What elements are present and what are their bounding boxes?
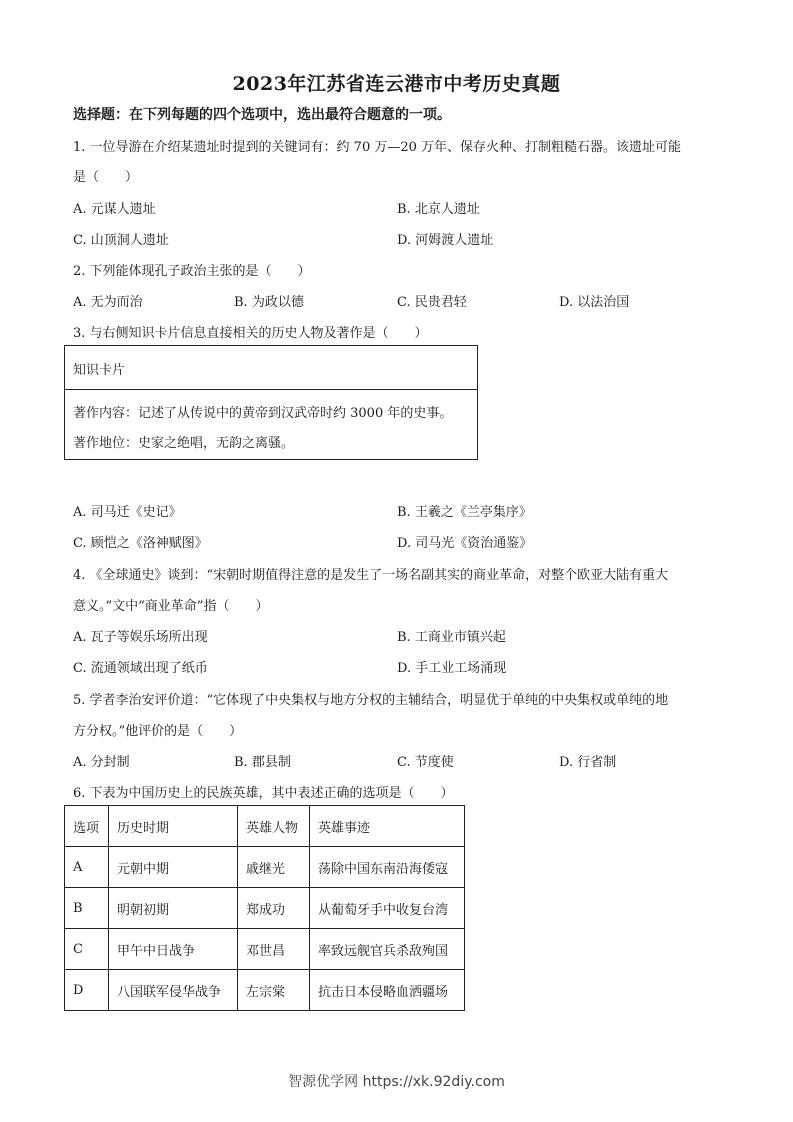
question-1-stem-line1: 1. 一位导游在介绍某遗址时提到的关键词有：约 70 万—20 万年、保存火种、打制粗糙石器。该遗址可能 (73, 140, 682, 155)
question-4-option-a: A. 瓦子等娱乐场所出现 (73, 630, 208, 645)
knowledge-card-title: 知识卡片 (73, 363, 126, 378)
table-cell: D (65, 970, 109, 1011)
table-cell: 戚继光 (238, 847, 310, 888)
table-cell: A (65, 847, 109, 888)
table-cell: 郑成功 (238, 888, 310, 929)
table-cell: 率致远舰官兵杀敌殉国 (310, 929, 465, 970)
question-3-option-a: A. 司马迁《史记》 (73, 505, 182, 520)
knowledge-card-line-2: 著作地位：史家之绝唱，无韵之离骚。 (73, 436, 295, 451)
question-1-option-a: A. 元谋人遗址 (73, 202, 156, 217)
table-header-row (65, 806, 465, 847)
question-3-stem: 3. 与右侧知识卡片信息直接相关的历史人物及著作是（ ） (73, 326, 428, 341)
question-3-option-c: C. 顾恺之《洛神赋图》 (73, 536, 208, 551)
heroes-table (64, 805, 465, 1011)
table-cell: C (65, 929, 109, 970)
question-1-option-d: D. 河姆渡人遗址 (397, 233, 494, 248)
page-title: 2023年江苏省连云港市中考历史真题 (232, 73, 561, 95)
question-2-option-a: A. 无为而治 (73, 295, 143, 310)
table-header-cell: 英雄人物 (238, 806, 310, 847)
question-5-option-b: B. 郡县制 (234, 755, 291, 770)
table-row (65, 888, 465, 929)
question-2-option-b: B. 为政以德 (234, 295, 304, 310)
question-4-stem-line1: 4. 《全球通史》谈到：“宋朝时期值得注意的是发生了一场名副其实的商业革命，对整个欧亚大陆有重大 (73, 568, 669, 583)
question-5-option-a: A. 分封制 (73, 755, 130, 770)
table-row (65, 929, 465, 970)
table-cell: 从葡萄牙手中收复台湾 (310, 888, 465, 929)
question-4-option-b: B. 工商业市镇兴起 (397, 630, 506, 645)
table-cell: 抗击日本侵略血洒疆场 (310, 970, 465, 1011)
question-4-option-c: C. 流通领域出现了纸币 (73, 661, 208, 676)
table-cell: 八国联军侵华战争 (109, 970, 238, 1011)
question-2-stem: 2. 下列能体现孔子政治主张的是（ ） (73, 264, 311, 279)
table-header-cell: 选项 (65, 806, 109, 847)
knowledge-card-header (65, 346, 477, 390)
question-2-option-c: C. 民贵君轻 (397, 295, 467, 310)
question-3-option-d: D. 司马光《资治通鉴》 (397, 536, 533, 551)
table-header-cell: 英雄事迹 (310, 806, 465, 847)
question-1-option-c: C. 山顶洞人遗址 (73, 233, 169, 248)
question-5-option-d: D. 行省制 (559, 755, 617, 770)
knowledge-card (64, 345, 478, 460)
question-5-option-c: C. 节度使 (397, 755, 454, 770)
question-6-stem: 6. 下表为中国历史上的民族英雄，其中表述正确的选项是（ ） (73, 786, 454, 801)
table-cell: B (65, 888, 109, 929)
table-cell: 明朝初期 (109, 888, 238, 929)
table-row (65, 970, 465, 1011)
question-4-option-d: D. 手工业工场涌现 (397, 661, 507, 676)
section-heading: 选择题：在下列每题的四个选项中，选出最符合题意的一项。 (73, 107, 451, 123)
table-cell: 荡除中国东南沿海倭寇 (310, 847, 465, 888)
question-4-stem-line2: 意义。”文中“商业革命”指（ ） (73, 599, 269, 614)
question-5-stem-line2: 方分权。”他评价的是（ ） (73, 724, 243, 739)
table-cell: 邓世昌 (238, 929, 310, 970)
table-header-cell: 历史时期 (109, 806, 238, 847)
table-cell: 元朝中期 (109, 847, 238, 888)
knowledge-card-line-1: 著作内容：记述了从传说中的黄帝到汉武帝时约 3000 年的史事。 (73, 406, 453, 421)
table-cell: 甲午中日战争 (109, 929, 238, 970)
table-row (65, 847, 465, 888)
footer-watermark: 智源优学网 https://xk.92diy.com (288, 1074, 505, 1090)
question-1-stem-line2: 是（ ） (73, 170, 139, 185)
question-2-option-d: D. 以法治国 (559, 295, 630, 310)
question-1-option-b: B. 北京人遗址 (397, 202, 480, 217)
question-5-stem-line1: 5. 学者李治安评价道：“它体现了中央集权与地方分权的主辅结合，明显优于单纯的中央集权或单纯的地 (73, 693, 669, 708)
table-cell: 左宗棠 (238, 970, 310, 1011)
question-3-option-b: B. 王羲之《兰亭集序》 (397, 505, 532, 520)
